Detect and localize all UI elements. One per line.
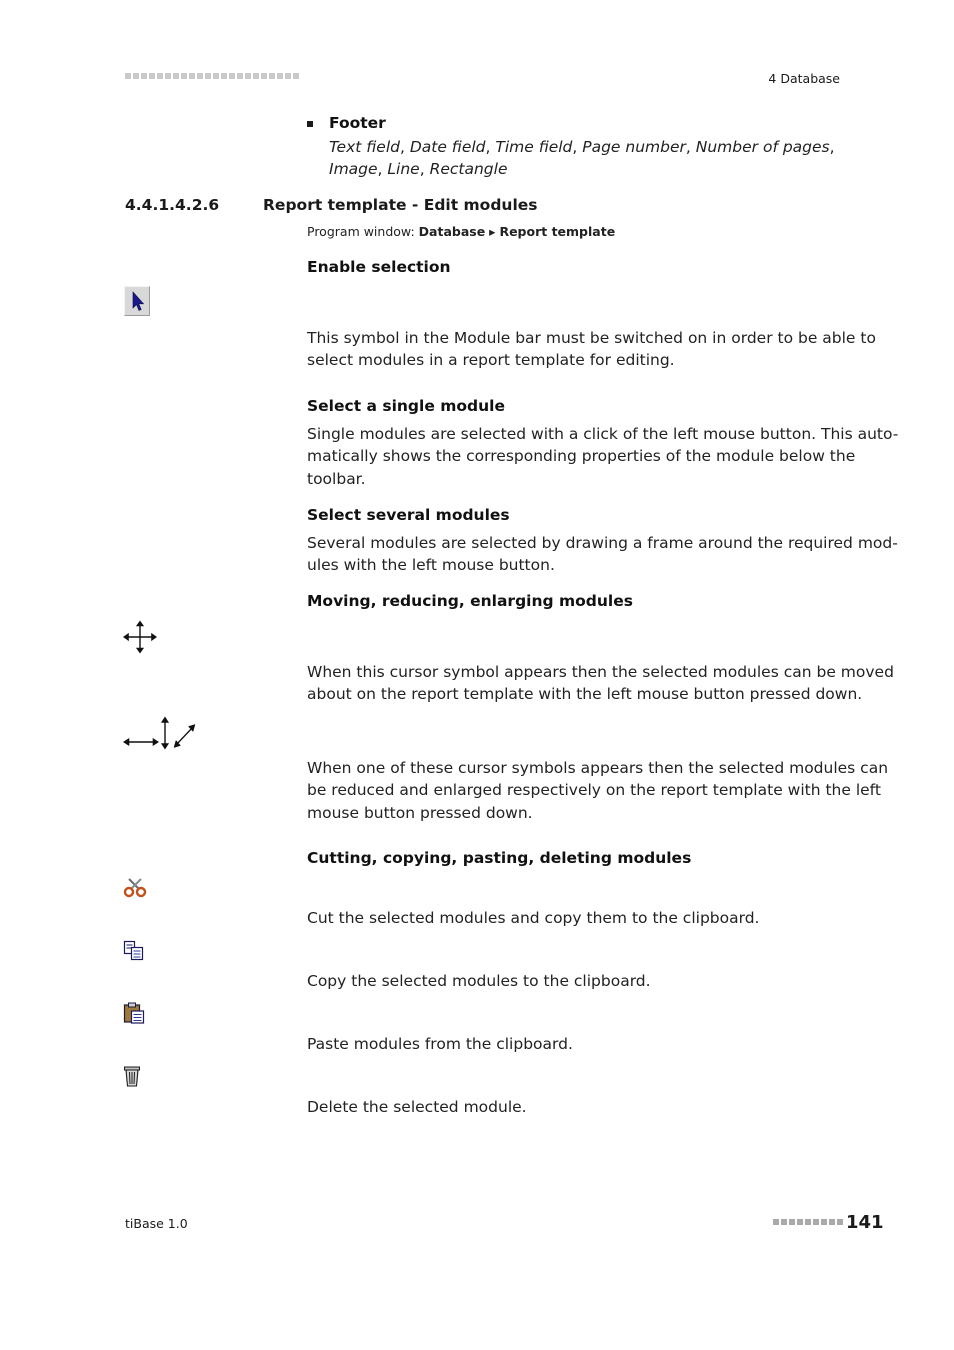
heading-moving: Moving, reducing, enlarging modules <box>307 592 633 610</box>
list-item: Line <box>387 160 420 178</box>
heading-select-several: Select several modules <box>307 506 510 524</box>
resize-text-3: mouse button pressed down. <box>307 804 533 822</box>
delete-text: Delete the selected module. <box>307 1098 527 1116</box>
list-item: Image <box>329 160 378 178</box>
section-number: 4.4.1.4.2.6 <box>125 196 220 214</box>
program-window-label: Program window: <box>307 224 415 239</box>
trash-icon <box>123 1065 143 1093</box>
copy-text: Copy the selected modules to the clipboard. <box>307 972 651 990</box>
move-cursor-icon <box>123 620 157 658</box>
bullet-marker <box>307 121 313 127</box>
cut-text: Cut the selected modules and copy them to the clipboard. <box>307 909 760 927</box>
footer-bullet-label: Footer <box>329 114 386 132</box>
resize-horizontal-icon <box>123 716 159 756</box>
program-window-path <box>307 224 615 239</box>
chapter-title: 4 Database <box>768 71 840 86</box>
heading-cutting: Cutting, copying, pasting, deleting modules <box>307 849 692 867</box>
moving-text-2: about on the report template with the left mouse button pressed down. <box>307 685 863 703</box>
resize-diagonal-icon <box>172 722 198 754</box>
footer-bullet-items-line2: Image, Line, Rectangle <box>329 160 508 178</box>
footer-decoration <box>773 1219 843 1225</box>
resize-vertical-icon <box>157 716 173 756</box>
list-item: Time field <box>495 138 573 156</box>
enable-selection-text-2: select modules in a report template for editing. <box>307 351 675 369</box>
section-title: Report template - Edit modules <box>263 196 538 214</box>
list-item: Text field <box>329 138 400 156</box>
resize-text-2: be reduced and enlarged respectively on the report template with the left <box>307 781 881 799</box>
paste-icon <box>123 1002 147 1028</box>
path-report-template: Report template <box>499 224 616 239</box>
moving-text-1: When this cursor symbol appears then the selected modules can be moved <box>307 663 894 681</box>
select-single-text-3: toolbar. <box>307 470 366 488</box>
heading-select-single: Select a single module <box>307 397 505 415</box>
page-number: 141 <box>846 1212 884 1233</box>
header-decoration <box>125 73 299 82</box>
copy-icon <box>123 940 147 966</box>
scissors-icon <box>123 876 147 902</box>
footer-bullet-items-line1: Text field, Date field, Time field, Page number, Number of pages, <box>329 138 835 156</box>
enable-selection-text-1: This symbol in the Module bar must be switched on in order to be able to <box>307 329 876 347</box>
product-name: tiBase 1.0 <box>125 1216 188 1231</box>
path-separator: ▸ <box>489 224 496 239</box>
select-several-text-1: Several modules are selected by drawing a frame around the required mod- <box>307 534 898 552</box>
list-item: Rectangle <box>429 160 508 178</box>
select-single-text-2: matically shows the corresponding properties of the module below the <box>307 447 856 465</box>
select-single-text-1: Single modules are selected with a click of the left mouse button. This auto- <box>307 425 899 443</box>
arrow-cursor-icon <box>124 286 150 316</box>
list-item: Number of pages <box>695 138 830 156</box>
list-item: Date field <box>409 138 486 156</box>
list-item: Page number <box>582 138 686 156</box>
path-database: Database <box>418 224 486 239</box>
paste-text: Paste modules from the clipboard. <box>307 1035 573 1053</box>
select-several-text-2: ules with the left mouse button. <box>307 556 555 574</box>
heading-enable-selection: Enable selection <box>307 258 451 276</box>
resize-text-1: When one of these cursor symbols appears then the selected modules can <box>307 759 889 777</box>
